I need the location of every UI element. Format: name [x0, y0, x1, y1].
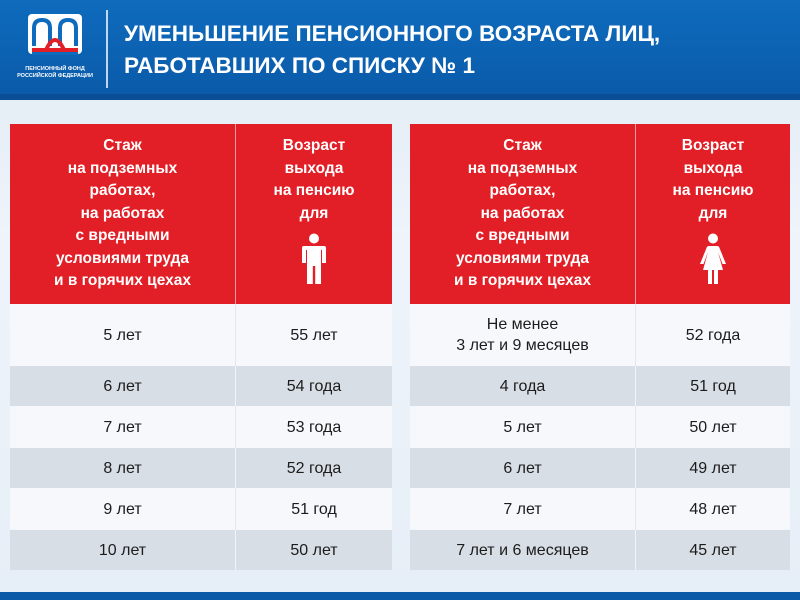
- header-line: и в горячих цехах: [454, 272, 591, 289]
- header-line: на подземных: [467, 159, 578, 177]
- header-line: работах,: [489, 182, 556, 199]
- header-line: Стаж: [103, 137, 142, 154]
- men-table: [10, 124, 392, 570]
- age-cell: 52 года: [685, 326, 741, 344]
- table-row: [410, 488, 790, 530]
- header-bar: [0, 0, 800, 100]
- header-divider: [106, 10, 108, 88]
- age-cell: 53 года: [286, 418, 342, 436]
- header-line: выхода: [284, 159, 344, 177]
- age-cell: 54 года: [286, 377, 342, 395]
- page-title: [124, 18, 784, 82]
- pfr-emblem-icon: [24, 10, 86, 62]
- men-experience-header: [10, 124, 236, 304]
- header-line: с вредными: [475, 227, 570, 244]
- header-line: с вредными: [75, 227, 170, 244]
- table-row: [410, 366, 790, 406]
- experience-cell: 9 лет: [10, 488, 236, 530]
- table-row: [10, 488, 392, 530]
- header-line: Возраст: [282, 137, 346, 154]
- header-line: на пенсию: [672, 182, 754, 199]
- header-line: на подземных: [67, 159, 178, 177]
- age-cell: 48 лет: [689, 500, 737, 518]
- age-cell: 52 года: [286, 459, 342, 477]
- header-line: для: [299, 204, 329, 222]
- age-cell: 51 год: [291, 500, 337, 518]
- table-row: [10, 406, 392, 448]
- table-row: [10, 366, 392, 406]
- header-line: условиями труда: [56, 249, 189, 267]
- men-age-header: [236, 124, 392, 304]
- age-cell: 50 лет: [290, 541, 338, 559]
- logo-caption-line2: РОССИЙСКОЙ ФЕДЕРАЦИИ: [17, 73, 93, 79]
- women-experience-header: [410, 124, 636, 304]
- page-title-line2: РАБОТАВШИХ ПО СПИСКУ № 1: [124, 53, 475, 78]
- experience-cell: 6 лет: [410, 448, 636, 488]
- man-icon: [301, 233, 327, 285]
- table-row: [10, 530, 392, 570]
- header-line: на пенсию: [273, 182, 355, 199]
- header-line: работах,: [89, 182, 156, 199]
- experience-cell: 7 лет и 6 месяцев: [410, 530, 636, 570]
- experience-cell: 4 года: [410, 366, 636, 406]
- experience-cell: 7 лет: [10, 406, 236, 448]
- experience-cell: 7 лет: [410, 488, 636, 530]
- footer-bar: [0, 592, 800, 600]
- age-cell: 50 лет: [689, 418, 737, 436]
- header-line: для: [698, 204, 728, 222]
- table-row: [410, 406, 790, 448]
- table-row: [410, 530, 790, 570]
- experience-cell: 10 лет: [10, 530, 236, 570]
- experience-cell: 8 лет: [10, 448, 236, 488]
- page-title-line1: УМЕНЬШЕНИЕ ПЕНСИОННОГО ВОЗРАСТА ЛИЦ,: [124, 21, 661, 46]
- women-table: [410, 124, 790, 570]
- header-line: выхода: [683, 159, 743, 177]
- experience-cell: Не менее 3 лет и 9 месяцев: [410, 304, 636, 366]
- logo-caption-line1: ПЕНСИОННЫЙ ФОНД: [25, 66, 85, 72]
- table-row: [10, 448, 392, 488]
- women-age-header: [636, 124, 790, 304]
- table-row: [10, 304, 392, 366]
- age-cell: 45 лет: [689, 541, 737, 559]
- experience-cell: 5 лет: [410, 406, 636, 448]
- logo-caption: [14, 66, 96, 80]
- table-row: [410, 448, 790, 488]
- header-line: условиями труда: [456, 249, 589, 267]
- woman-icon: [698, 233, 728, 285]
- header-line: на работах: [480, 204, 565, 222]
- table-row: [410, 304, 790, 366]
- header-line: Возраст: [681, 137, 745, 154]
- age-cell: 51 год: [690, 377, 736, 395]
- experience-cell: 6 лет: [10, 366, 236, 406]
- men-table-header: [10, 124, 392, 304]
- experience-cell: 5 лет: [10, 304, 236, 366]
- age-cell: 49 лет: [689, 459, 737, 477]
- header-line: Стаж: [503, 137, 542, 154]
- age-cell: 55 лет: [290, 326, 338, 344]
- header-line: и в горячих цехах: [54, 272, 191, 289]
- women-table-header: [410, 124, 790, 304]
- pfr-logo: [14, 10, 96, 88]
- header-line: на работах: [80, 204, 165, 222]
